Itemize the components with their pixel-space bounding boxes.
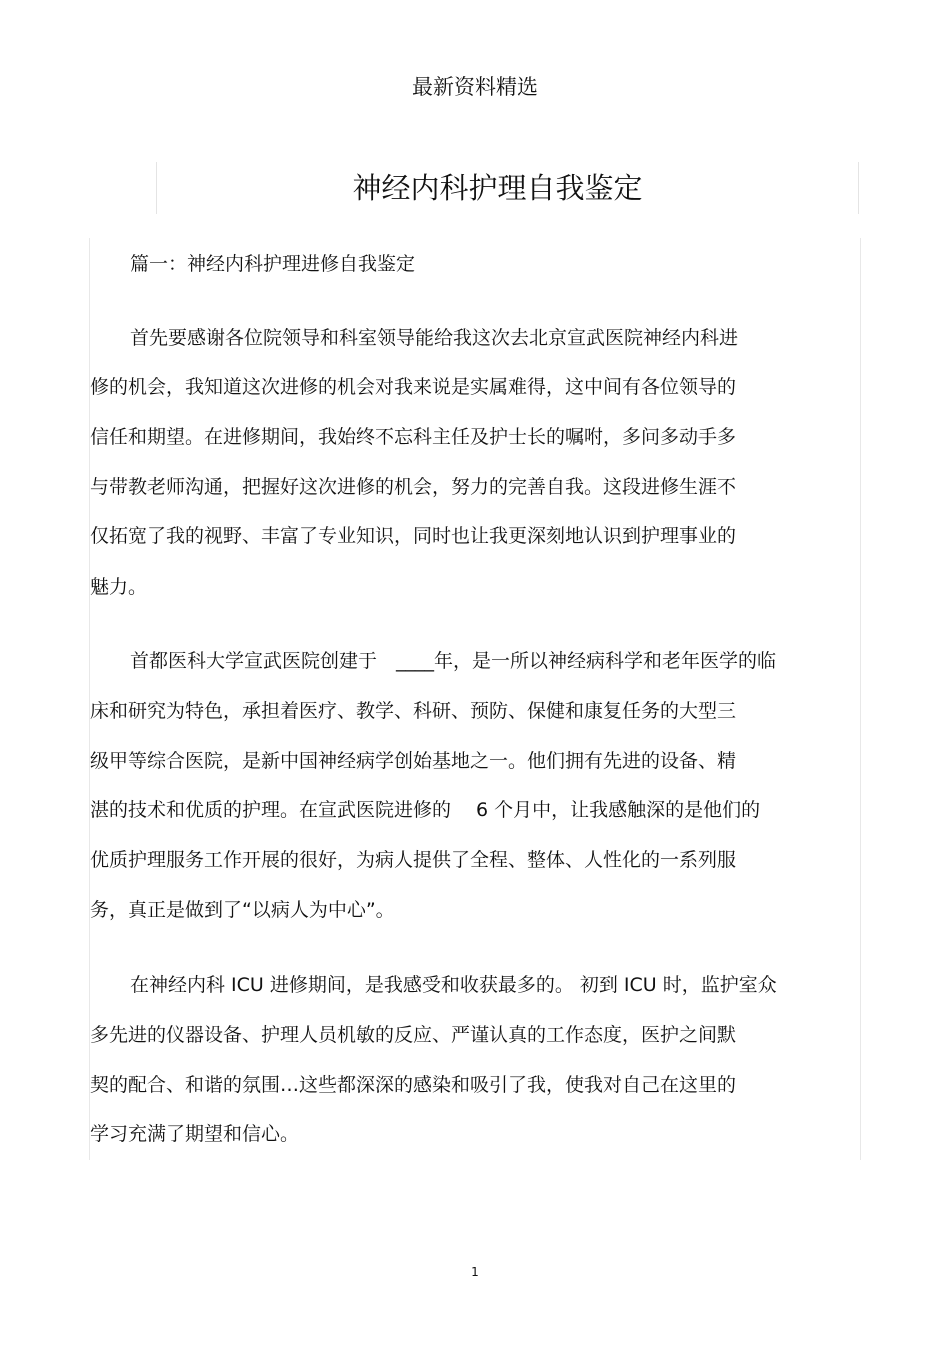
paragraph-line: 床和研究为特色，承担着医疗、教学、科研、预防、保健和康复任务的大型三 — [90, 700, 737, 722]
paragraph-line: 学习充满了期望和信心。 — [90, 1123, 300, 1145]
paragraph-line: 湛的技术和优质的护理。在宣武医院进修的 6 个月中，让我感触深的是他们的 — [90, 799, 761, 821]
paragraph-line: 首先要感谢各位院领导和科室领导能给我这次去北京宣武医院神经内科进 — [130, 327, 739, 349]
paragraph-line: 信任和期望。在进修期间，我始终不忘科主任及护士长的嘱咐，多问多动手多 — [90, 426, 737, 448]
paragraph-line: 仅拓宽了我的视野、丰富了专业知识，同时也让我更深刻地认识到护理事业的 — [90, 525, 737, 547]
paragraph-line: 在神经内科 ICU 进修期间，是我感受和收获最多的。 初到 ICU 时，监护室众 — [130, 974, 777, 996]
paragraph-line: 多先进的仪器设备、护理人员机敏的反应、严谨认真的工作态度，医护之间默 — [90, 1024, 737, 1046]
paragraph-line: 与带教老师沟通，把握好这次进修的机会，努力的完善自我。这段进修生涯不 — [90, 476, 737, 498]
page-number: 1 — [471, 1265, 479, 1279]
document-title: 神经内科护理自我鉴定 — [352, 171, 643, 205]
paragraph-line: 级甲等综合医院，是新中国神经病学创始基地之一。他们拥有先进的设备、精 — [90, 750, 737, 772]
paragraph-line: 务，真正是做到了“以病人为中心”。 — [90, 899, 395, 921]
page-header: 最新资料精选 — [412, 75, 538, 99]
paragraph-line: 契的配合、和谐的氛围…这些都深深的感染和吸引了我，使我对自己在这里的 — [90, 1074, 737, 1096]
paragraph-line: 修的机会，我知道这次进修的机会对我来说是实属难得，这中间有各位领导的 — [90, 376, 737, 398]
section-heading: 篇一：神经内科护理进修自我鉴定 — [130, 253, 416, 275]
paragraph-line: 首都医科大学宣武医院创建于 ____年，是一所以神经病科学和老年医学的临 — [130, 650, 777, 672]
paragraph-line: 魅力。 — [90, 576, 148, 598]
paragraph-line: 优质护理服务工作开展的很好，为病人提供了全程、整体、人性化的一系列服 — [90, 849, 737, 871]
